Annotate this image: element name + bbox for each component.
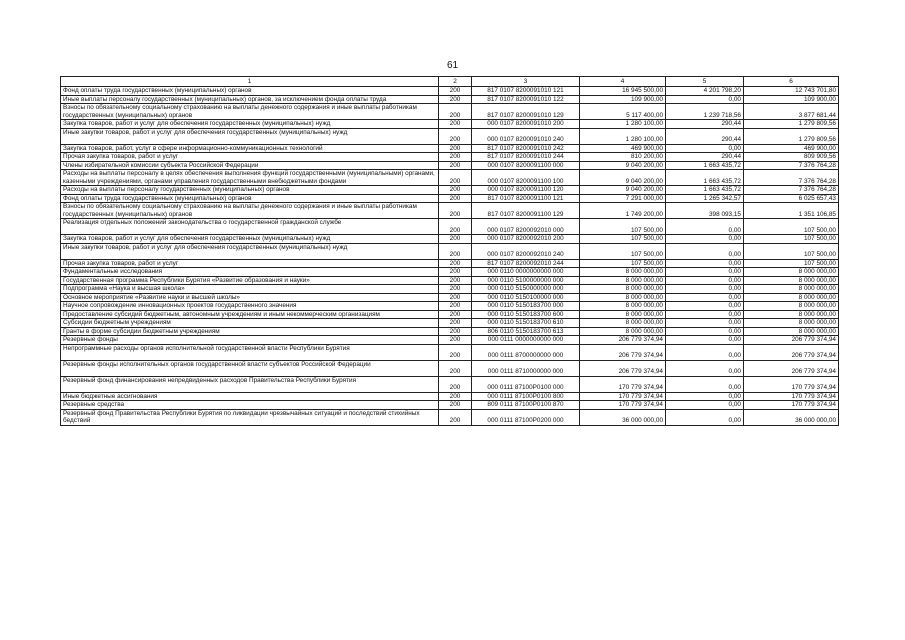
column-header: 3 (472, 77, 580, 87)
amount-approved-cell: 109 900,00 (580, 95, 666, 104)
amount-remaining-cell: 107 500,00 (744, 219, 839, 235)
amount-executed-cell: 0,00 (666, 243, 744, 259)
amount-executed-cell: 0,00 (666, 144, 744, 153)
amount-approved-cell: 206 779 374,94 (580, 336, 666, 345)
amount-remaining-cell: 36 000 000,00 (744, 409, 839, 425)
amount-approved-cell: 8 000 000,00 (580, 327, 666, 336)
row-col2-cell: 200 (439, 104, 472, 120)
row-col2-cell: 200 (439, 319, 472, 328)
row-name-cell: Расходы на выплаты персоналу в целях обеспечения выполнения функций государственными (муниципальными) органами, казенными учреждениями, органами управления государственными внебюджетными фондами (61, 170, 439, 186)
amount-remaining-cell: 7 376 764,28 (744, 170, 839, 186)
table-row (61, 268, 839, 277)
table-row (61, 104, 839, 120)
budget-code-cell: 817 0107 8200091010 121 (472, 87, 580, 96)
budget-code-cell: 806 0110 5150183700 613 (472, 327, 580, 336)
row-col2-cell: 200 (439, 161, 472, 170)
row-name-cell: Закупка товаров, работ и услуг для обеспечения государственных (муниципальных) нужд (61, 235, 439, 244)
row-name-cell: Резервные средства (61, 401, 439, 410)
amount-approved-cell: 9 040 200,00 (580, 170, 666, 186)
amount-approved-cell: 810 200,00 (580, 153, 666, 162)
row-col2-cell: 200 (439, 302, 472, 311)
row-name-cell: Закупка товаров, работ, услуг в сфере информационно-коммуникационных технологий (61, 144, 439, 153)
budget-code-cell: 817 0107 8200091010 122 (472, 95, 580, 104)
amount-executed-cell: 0,00 (666, 392, 744, 401)
row-name-cell: Резервный фонд финансирования непредвиденных расходов Правительства Республики Бурятия (61, 376, 439, 392)
budget-code-cell: 000 0110 5100000000 000 (472, 276, 580, 285)
row-col2-cell: 200 (439, 144, 472, 153)
table-row (61, 120, 839, 129)
row-name-cell: Государственная программа Республики Бурятия «Развитие образования и науки» (61, 276, 439, 285)
row-col2-cell: 200 (439, 409, 472, 425)
budget-code-cell: 817 0107 8200091100 121 (472, 194, 580, 203)
amount-approved-cell: 16 945 500,00 (580, 87, 666, 96)
amount-approved-cell: 1 280 100,00 (580, 128, 666, 144)
budget-code-cell: 817 0107 8200092010 244 (472, 259, 580, 268)
table-row (61, 336, 839, 345)
row-name-cell: Предоставление субсидий бюджетным, автономным учреждениям и иным некоммерческим организациям (61, 310, 439, 319)
amount-executed-cell: 0,00 (666, 360, 744, 376)
amount-approved-cell: 107 500,00 (580, 219, 666, 235)
table-row (61, 293, 839, 302)
amount-executed-cell: 0,00 (666, 219, 744, 235)
amount-approved-cell: 469 900,00 (580, 144, 666, 153)
row-name-cell: Резервный фонд Правительства Республики Бурятия по ликвидации чрезвычайных ситуаций и последствий стихийных бедствий (61, 409, 439, 425)
amount-executed-cell: 0,00 (666, 285, 744, 294)
row-col2-cell: 200 (439, 87, 472, 96)
budget-code-cell: 000 0107 8200091100 120 (472, 186, 580, 195)
amount-executed-cell: 1 663 435,72 (666, 170, 744, 186)
row-col2-cell: 200 (439, 276, 472, 285)
amount-remaining-cell: 8 000 000,00 (744, 302, 839, 311)
row-col2-cell: 200 (439, 336, 472, 345)
table-row (61, 409, 839, 425)
amount-executed-cell: 1 265 342,57 (666, 194, 744, 203)
amount-remaining-cell: 6 025 657,43 (744, 194, 839, 203)
budget-code-cell: 000 0111 87100P0100 800 (472, 392, 580, 401)
amount-remaining-cell: 206 779 374,94 (744, 336, 839, 345)
page-number: 61 (446, 60, 459, 71)
row-name-cell: Резервные фонды (61, 336, 439, 345)
budget-code-cell: 817 0107 8200091100 129 (472, 203, 580, 219)
table-row (61, 392, 839, 401)
row-name-cell: Резервные фонды исполнительных органов государственной власти субъектов Российской Федерации (61, 360, 439, 376)
table-row (61, 259, 839, 268)
row-name-cell: Реализация отдельных положений законодательства о государственной гражданской службе (61, 219, 439, 235)
amount-remaining-cell: 8 000 000,00 (744, 327, 839, 336)
row-name-cell: Субсидии бюджетным учреждениям (61, 319, 439, 328)
table-row (61, 285, 839, 294)
budget-code-cell: 000 0107 8200092010 000 (472, 219, 580, 235)
amount-executed-cell: 0,00 (666, 336, 744, 345)
table-row (61, 194, 839, 203)
column-header: 6 (744, 77, 839, 87)
row-col2-cell: 200 (439, 344, 472, 360)
row-name-cell: Расходы на выплаты персоналу государственных (муниципальных) органов (61, 186, 439, 195)
budget-code-cell: 000 0107 8200092010 200 (472, 235, 580, 244)
amount-remaining-cell: 3 877 681,44 (744, 104, 839, 120)
amount-executed-cell: 290,44 (666, 120, 744, 129)
row-col2-cell: 200 (439, 170, 472, 186)
row-name-cell: Иные закупки товаров, работ и услуг для обеспечения государственных (муниципальных) нужд (61, 243, 439, 259)
amount-approved-cell: 36 000 000,00 (580, 409, 666, 425)
budget-code-cell: 000 0110 0000000000 000 (472, 268, 580, 277)
table-header-row (61, 77, 839, 87)
amount-approved-cell: 9 040 200,00 (580, 161, 666, 170)
row-col2-cell: 200 (439, 268, 472, 277)
row-col2-cell: 200 (439, 376, 472, 392)
budget-code-cell: 000 0107 8200091100 000 (472, 161, 580, 170)
amount-executed-cell: 0,00 (666, 409, 744, 425)
table-row (61, 310, 839, 319)
amount-approved-cell: 5 117 400,00 (580, 104, 666, 120)
row-col2-cell: 200 (439, 153, 472, 162)
row-name-cell: Основное мероприятие «Развитие науки и высшей школы» (61, 293, 439, 302)
budget-code-cell: 817 0107 8200091010 129 (472, 104, 580, 120)
budget-code-cell: 000 0107 8200091010 200 (472, 120, 580, 129)
table-row (61, 344, 839, 360)
budget-code-cell: 809 0111 87100P0100 870 (472, 401, 580, 410)
row-name-cell: Иные выплаты персоналу государственных (муниципальных) органов, за исключением фонда оплаты труда (61, 95, 439, 104)
row-name-cell: Подпрограмма «Наука и высшая школа» (61, 285, 439, 294)
row-name-cell: Фонд оплаты труда государственных (муниципальных) органов (61, 87, 439, 96)
table-row (61, 235, 839, 244)
amount-executed-cell: 0,00 (666, 95, 744, 104)
amount-executed-cell: 0,00 (666, 293, 744, 302)
table-row (61, 360, 839, 376)
amount-approved-cell: 8 000 000,00 (580, 310, 666, 319)
amount-remaining-cell: 206 779 374,94 (744, 344, 839, 360)
amount-remaining-cell: 107 500,00 (744, 243, 839, 259)
amount-remaining-cell: 109 900,00 (744, 95, 839, 104)
table-row (61, 319, 839, 328)
column-header: 4 (580, 77, 666, 87)
amount-remaining-cell: 469 900,00 (744, 144, 839, 153)
budget-code-cell: 000 0107 8200092010 240 (472, 243, 580, 259)
row-col2-cell: 200 (439, 259, 472, 268)
row-col2-cell: 200 (439, 128, 472, 144)
amount-remaining-cell: 170 779 374,94 (744, 392, 839, 401)
budget-code-cell: 817 0107 8200091010 242 (472, 144, 580, 153)
row-col2-cell: 200 (439, 285, 472, 294)
row-col2-cell: 200 (439, 401, 472, 410)
table-row (61, 95, 839, 104)
row-name-cell: Взносы по обязательному социальному страхованию на выплаты денежного содержания и иные выплаты работникам государственных (муниципальных) органов (61, 203, 439, 219)
amount-executed-cell: 1 663 435,72 (666, 161, 744, 170)
amount-executed-cell: 0,00 (666, 276, 744, 285)
row-name-cell: Фундаментальные исследования (61, 268, 439, 277)
table-row (61, 219, 839, 235)
amount-approved-cell: 107 500,00 (580, 243, 666, 259)
budget-table (60, 76, 839, 426)
budget-code-cell: 000 0111 87100P0200 000 (472, 409, 580, 425)
amount-executed-cell: 290,44 (666, 128, 744, 144)
amount-approved-cell: 8 000 000,00 (580, 276, 666, 285)
amount-executed-cell: 0,00 (666, 327, 744, 336)
amount-remaining-cell: 12 743 701,80 (744, 87, 839, 96)
table-row (61, 128, 839, 144)
row-col2-cell: 200 (439, 327, 472, 336)
row-col2-cell: 200 (439, 203, 472, 219)
amount-executed-cell: 0,00 (666, 302, 744, 311)
budget-code-cell: 817 0107 8200091010 244 (472, 153, 580, 162)
amount-approved-cell: 8 000 000,00 (580, 293, 666, 302)
row-name-cell: Фонд оплаты труда государственных (муниципальных) органов (61, 194, 439, 203)
table-row (61, 401, 839, 410)
row-name-cell: Гранты в форме субсидии бюджетным учреждениям (61, 327, 439, 336)
amount-remaining-cell: 809 909,56 (744, 153, 839, 162)
amount-executed-cell: 0,00 (666, 268, 744, 277)
amount-executed-cell: 0,00 (666, 259, 744, 268)
table-row (61, 144, 839, 153)
budget-code-cell: 000 0110 5150183700 000 (472, 302, 580, 311)
amount-executed-cell: 398 093,15 (666, 203, 744, 219)
amount-approved-cell: 8 000 000,00 (580, 268, 666, 277)
table-row (61, 186, 839, 195)
budget-code-cell: 000 0107 8200091100 100 (472, 170, 580, 186)
amount-remaining-cell: 107 500,00 (744, 235, 839, 244)
table-row (61, 203, 839, 219)
row-name-cell: Непрограммные расходы органов исполнительной государственной власти Республики Бурятия (61, 344, 439, 360)
amount-approved-cell: 1 749 200,00 (580, 203, 666, 219)
table-row (61, 243, 839, 259)
amount-remaining-cell: 1 279 809,56 (744, 120, 839, 129)
row-col2-cell: 200 (439, 392, 472, 401)
row-name-cell: Прочая закупка товаров, работ и услуг (61, 153, 439, 162)
column-header: 5 (666, 77, 744, 87)
amount-executed-cell: 0,00 (666, 235, 744, 244)
row-name-cell: Члены избирательной комиссии субъекта Российской Федерации (61, 161, 439, 170)
amount-approved-cell: 7 291 000,00 (580, 194, 666, 203)
budget-code-cell: 000 0110 5150183700 610 (472, 319, 580, 328)
amount-executed-cell: 1 663 435,72 (666, 186, 744, 195)
amount-executed-cell: 0,00 (666, 319, 744, 328)
amount-executed-cell: 290,44 (666, 153, 744, 162)
column-header: 1 (61, 77, 439, 87)
table-row (61, 87, 839, 96)
amount-remaining-cell: 8 000 000,00 (744, 293, 839, 302)
row-name-cell: Иные закупки товаров, работ и услуг для обеспечения государственных (муниципальных) нужд (61, 128, 439, 144)
amount-approved-cell: 8 000 000,00 (580, 285, 666, 294)
budget-code-cell: 000 0110 5150183700 600 (472, 310, 580, 319)
table-row (61, 327, 839, 336)
budget-code-cell: 000 0111 87100P0100 000 (472, 376, 580, 392)
amount-approved-cell: 8 000 000,00 (580, 319, 666, 328)
row-col2-cell: 200 (439, 293, 472, 302)
row-col2-cell: 200 (439, 194, 472, 203)
amount-approved-cell: 8 000 000,00 (580, 302, 666, 311)
amount-remaining-cell: 8 000 000,00 (744, 276, 839, 285)
table-row (61, 302, 839, 311)
table-row (61, 276, 839, 285)
amount-approved-cell: 170 779 374,94 (580, 376, 666, 392)
amount-remaining-cell: 170 779 374,94 (744, 401, 839, 410)
amount-approved-cell: 170 779 374,94 (580, 392, 666, 401)
budget-code-cell: 000 0110 5150000000 000 (472, 285, 580, 294)
column-header: 2 (439, 77, 472, 87)
amount-remaining-cell: 1 279 809,56 (744, 128, 839, 144)
amount-remaining-cell: 170 779 374,94 (744, 376, 839, 392)
table-row (61, 153, 839, 162)
amount-remaining-cell: 8 000 000,00 (744, 319, 839, 328)
budget-code-cell: 000 0110 5150100000 000 (472, 293, 580, 302)
row-name-cell: Закупка товаров, работ и услуг для обеспечения государственных (муниципальных) нужд (61, 120, 439, 129)
amount-remaining-cell: 8 000 000,00 (744, 285, 839, 294)
amount-remaining-cell: 8 000 000,00 (744, 310, 839, 319)
amount-remaining-cell: 107 500,00 (744, 259, 839, 268)
amount-approved-cell: 9 040 200,00 (580, 186, 666, 195)
amount-approved-cell: 1 280 100,00 (580, 120, 666, 129)
amount-executed-cell: 0,00 (666, 344, 744, 360)
amount-approved-cell: 107 500,00 (580, 259, 666, 268)
amount-remaining-cell: 7 376 764,28 (744, 161, 839, 170)
row-col2-cell: 200 (439, 360, 472, 376)
amount-remaining-cell: 1 351 106,85 (744, 203, 839, 219)
row-col2-cell: 200 (439, 219, 472, 235)
row-col2-cell: 200 (439, 310, 472, 319)
amount-executed-cell: 0,00 (666, 310, 744, 319)
amount-executed-cell: 1 239 718,56 (666, 104, 744, 120)
row-name-cell: Научное сопровождение инновационных проектов государственного значения (61, 302, 439, 311)
table-row (61, 161, 839, 170)
amount-executed-cell: 0,00 (666, 401, 744, 410)
amount-remaining-cell: 7 376 764,28 (744, 186, 839, 195)
amount-approved-cell: 206 779 374,94 (580, 360, 666, 376)
budget-code-cell: 000 0111 0000000000 000 (472, 336, 580, 345)
amount-executed-cell: 0,00 (666, 376, 744, 392)
row-name-cell: Прочая закупка товаров, работ и услуг (61, 259, 439, 268)
row-name-cell: Взносы по обязательному социальному страхованию на выплаты денежного содержания и иные выплаты работникам государственных (муниципальных) органов (61, 104, 439, 120)
amount-executed-cell: 4 201 798,20 (666, 87, 744, 96)
row-col2-cell: 200 (439, 120, 472, 129)
row-col2-cell: 200 (439, 95, 472, 104)
budget-code-cell: 000 0111 8710000000 000 (472, 360, 580, 376)
row-col2-cell: 200 (439, 235, 472, 244)
budget-code-cell: 000 0107 8200091010 240 (472, 128, 580, 144)
table-row (61, 170, 839, 186)
table-row (61, 376, 839, 392)
row-col2-cell: 200 (439, 243, 472, 259)
amount-remaining-cell: 8 000 000,00 (744, 268, 839, 277)
amount-approved-cell: 206 779 374,94 (580, 344, 666, 360)
budget-code-cell: 000 0111 8700000000 000 (472, 344, 580, 360)
amount-approved-cell: 107 500,00 (580, 235, 666, 244)
row-name-cell: Иные бюджетные ассигнования (61, 392, 439, 401)
amount-remaining-cell: 206 779 374,94 (744, 360, 839, 376)
amount-approved-cell: 170 779 374,94 (580, 401, 666, 410)
row-col2-cell: 200 (439, 186, 472, 195)
